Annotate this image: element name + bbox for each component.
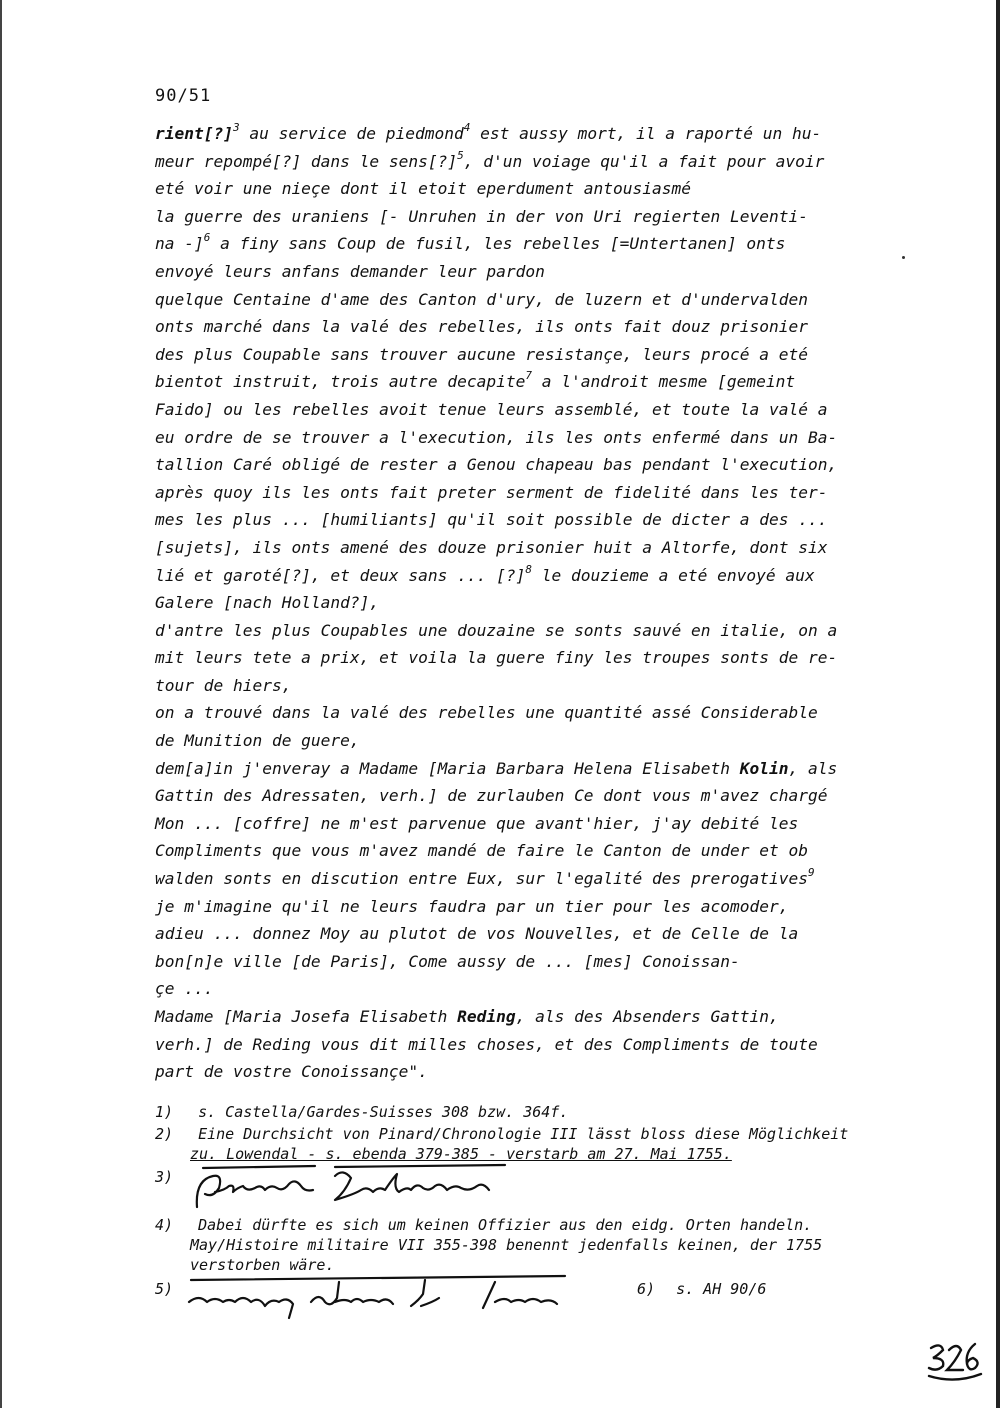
text-line	[155, 672, 930, 700]
text-line	[155, 258, 930, 286]
footnote-4-continuation: May/Histoire militaire VII 355-398 benennt jedenfalls keinen, der 1755	[190, 1236, 823, 1254]
footnote-text: s. Castella/Gardes-Suisses 308 bzw. 364f.	[198, 1103, 569, 1121]
footnote-text: s. AH 90/6	[676, 1280, 767, 1298]
text-line	[155, 313, 930, 341]
text-line	[155, 893, 930, 921]
text-segment: Compliments que vous m'avez mandé de faire le Canton de under et ob	[155, 841, 808, 861]
text-line	[155, 175, 930, 203]
text-line	[155, 644, 930, 672]
text-segment: a l'androit mesme [gemeint	[531, 372, 796, 392]
text-line	[155, 1031, 930, 1059]
footnote-reference: 8	[525, 562, 532, 576]
text-line	[155, 1058, 930, 1086]
text-line	[155, 286, 930, 314]
footnote-4-continuation: verstorben wäre.	[190, 1256, 335, 1274]
footnote-reference: 3	[232, 121, 240, 134]
text-segment: Faido] ou les rebelles avoit tenue leurs assemblé, et toute la valé a	[155, 399, 828, 419]
text-line	[155, 617, 930, 645]
text-segment: adieu ... donnez Moy au plutot de vos Nouvelles, et de Celle de la	[155, 924, 799, 944]
bold-name: Reding	[457, 1007, 516, 1026]
text-segment: Mon ... [coffre] ne m'est parvenue que avant'hier, j'ay debité les	[155, 813, 799, 833]
text-line	[155, 451, 930, 479]
text-segment: au service de piedmond	[239, 124, 464, 143]
bold-name: Kolin	[739, 758, 789, 778]
footnote-number: 2)	[155, 1125, 174, 1143]
footnote-number: 3)	[155, 1168, 174, 1186]
footnote-reference: 4	[463, 121, 471, 134]
text-segment: tallion Caré obligé de rester a Genou chapeau bas pendant l'execution,	[155, 455, 838, 475]
footnote-6	[637, 1280, 766, 1298]
footnote-3	[155, 1168, 173, 1186]
text-segment: eté voir une nieçe dont il etoit eperdument antousiasmé	[155, 179, 692, 199]
folio-stamp	[925, 1340, 985, 1389]
text-line	[155, 699, 930, 727]
text-line	[155, 120, 930, 148]
text-line	[155, 368, 930, 396]
footnote-text: Dabei dürfte es sich um keinen Offizier aus den eidg. Orten handeln.	[198, 1216, 813, 1234]
footnote-number: 4)	[155, 1216, 174, 1234]
text-segment: a finy sans Coup de fusil, les rebelles [=Untertanen] onts	[210, 234, 786, 254]
bold-name: rient[?]	[155, 124, 233, 143]
text-segment: la guerre des uraniens [- Unruhen in der von Uri regierten Leventi-	[155, 206, 808, 226]
page-number: 90/51	[155, 86, 212, 106]
text-line	[155, 424, 930, 452]
text-segment: quelque Centaine d'ame des Canton d'ury, de luzern et d'undervalden	[155, 289, 808, 309]
text-segment: mit leurs tete a prix, et voila la guere finy les troupes sonts de re-	[155, 648, 838, 668]
text-segment: na -]	[155, 234, 204, 254]
footnote-2-continuation: zu. Lowendal - s. ebenda 379-385 - verstarb am 27. Mai 1755.	[190, 1145, 732, 1163]
scan-edge-left	[0, 0, 2, 1408]
text-segment: Galere [nach Holland?],	[155, 593, 380, 613]
text-line	[155, 341, 930, 369]
text-segment: de Munition de guere,	[155, 731, 360, 751]
text-segment: walden sonts en discution entre Eux, sur l'egalité des prerogatives	[155, 869, 808, 889]
text-segment: le douzieme a eté envoyé aux	[531, 565, 815, 585]
letter-transcription	[155, 120, 930, 1086]
text-segment: Gattin des Adressaten, verh.] de zurlauben Ce dont vous m'avez chargé	[155, 786, 828, 806]
text-segment: part de vostre Conoissançe".	[155, 1062, 428, 1082]
scan-speck	[902, 256, 905, 259]
text-line	[155, 230, 930, 258]
text-line	[155, 810, 930, 838]
footnote-1	[155, 1103, 568, 1121]
text-segment: , d'un voiage qu'il a fait pour avoir	[463, 151, 825, 171]
text-segment: des plus Coupable sans trouver aucune resistançe, leurs procé a eté	[155, 344, 808, 364]
footnote-number: 6)	[637, 1280, 656, 1298]
footnote-number: 1)	[155, 1103, 174, 1121]
text-segment: Madame [Maria Josefa Elisabeth	[155, 1007, 458, 1026]
footnote-reference: 9	[807, 866, 815, 880]
text-segment: çe ...	[155, 979, 214, 999]
text-segment: envoyé leurs anfans demander leur pardon	[155, 261, 545, 281]
footnote-2	[155, 1125, 848, 1143]
text-segment: on a trouvé dans la valé des rebelles une quantité assé Considerable	[155, 703, 818, 723]
text-segment: dem[a]in j'enveray a Madame [Maria Barbara Helena Elisabeth	[155, 758, 740, 778]
text-segment: eu ordre de se trouver a l'execution, ils les onts enfermé dans un Ba-	[155, 427, 838, 447]
handwritten-note-generale-lieutenant	[185, 1162, 515, 1216]
text-segment: est aussy mort, il a raporté un hu-	[470, 124, 822, 143]
text-segment: tour de hiers,	[155, 675, 292, 695]
text-line	[155, 755, 930, 783]
text-line	[155, 506, 930, 534]
text-segment: je m'imagine qu'il ne leurs faudra par un tier pour les acomoder,	[155, 896, 789, 916]
footnote-reference: 6	[203, 231, 211, 245]
text-line	[155, 948, 930, 976]
footnote-reference: 5	[457, 148, 464, 162]
text-line	[155, 203, 930, 231]
text-line	[155, 837, 930, 865]
scan-edge-right	[996, 0, 1000, 1408]
text-segment: onts marché dans la valé des rebelles, ils onts fait douz prisonier	[155, 317, 808, 337]
footnote-number: 5)	[155, 1280, 174, 1298]
text-line	[155, 865, 930, 893]
text-line	[155, 589, 930, 617]
text-segment: mes les plus ... [humiliants] qu'il soit possible de dicter a des ...	[155, 510, 828, 530]
text-segment: bientot instruit, trois autre decapite	[155, 372, 526, 392]
text-line	[155, 148, 930, 176]
text-segment: verh.] de Reding vous dit milles choses, et des Compliments de toute	[155, 1034, 818, 1054]
footnote-4	[155, 1216, 812, 1234]
footnote-5	[155, 1280, 173, 1298]
text-line	[155, 782, 930, 810]
text-segment: meur repompé[?] dans le sens[?]	[155, 151, 458, 171]
text-segment: bon[n]e ville [de Paris], Come aussy de ... [mes] Conoissan-	[155, 951, 740, 971]
text-line	[155, 1003, 930, 1031]
text-segment: d'antre les plus Coupables une douzaine se sonts sauvé en italie, on a	[155, 620, 838, 640]
text-line	[155, 562, 930, 590]
text-segment: , als	[788, 758, 838, 778]
footnote-reference: 7	[525, 369, 532, 383]
text-line	[155, 975, 930, 1003]
text-segment: [sujets], ils onts amené des douze prisonier huit a Altorfe, dont six	[155, 537, 828, 557]
text-line	[155, 727, 930, 755]
footnote-text: Eine Durchsicht von Pinard/Chronologie III lässt bloss diese Möglichkeit	[198, 1125, 849, 1143]
handwritten-note-repompe-dans-le-sens	[185, 1272, 585, 1328]
text-segment: lié et garoté[?], et deux sans ... [?]	[155, 565, 526, 585]
text-line	[155, 479, 930, 507]
text-line	[155, 396, 930, 424]
text-segment: après quoy ils les onts fait preter serment de fidelité dans les ter-	[155, 482, 828, 502]
text-line	[155, 920, 930, 948]
text-segment: , als des Absenders Gattin,	[515, 1007, 779, 1026]
text-line	[155, 534, 930, 562]
